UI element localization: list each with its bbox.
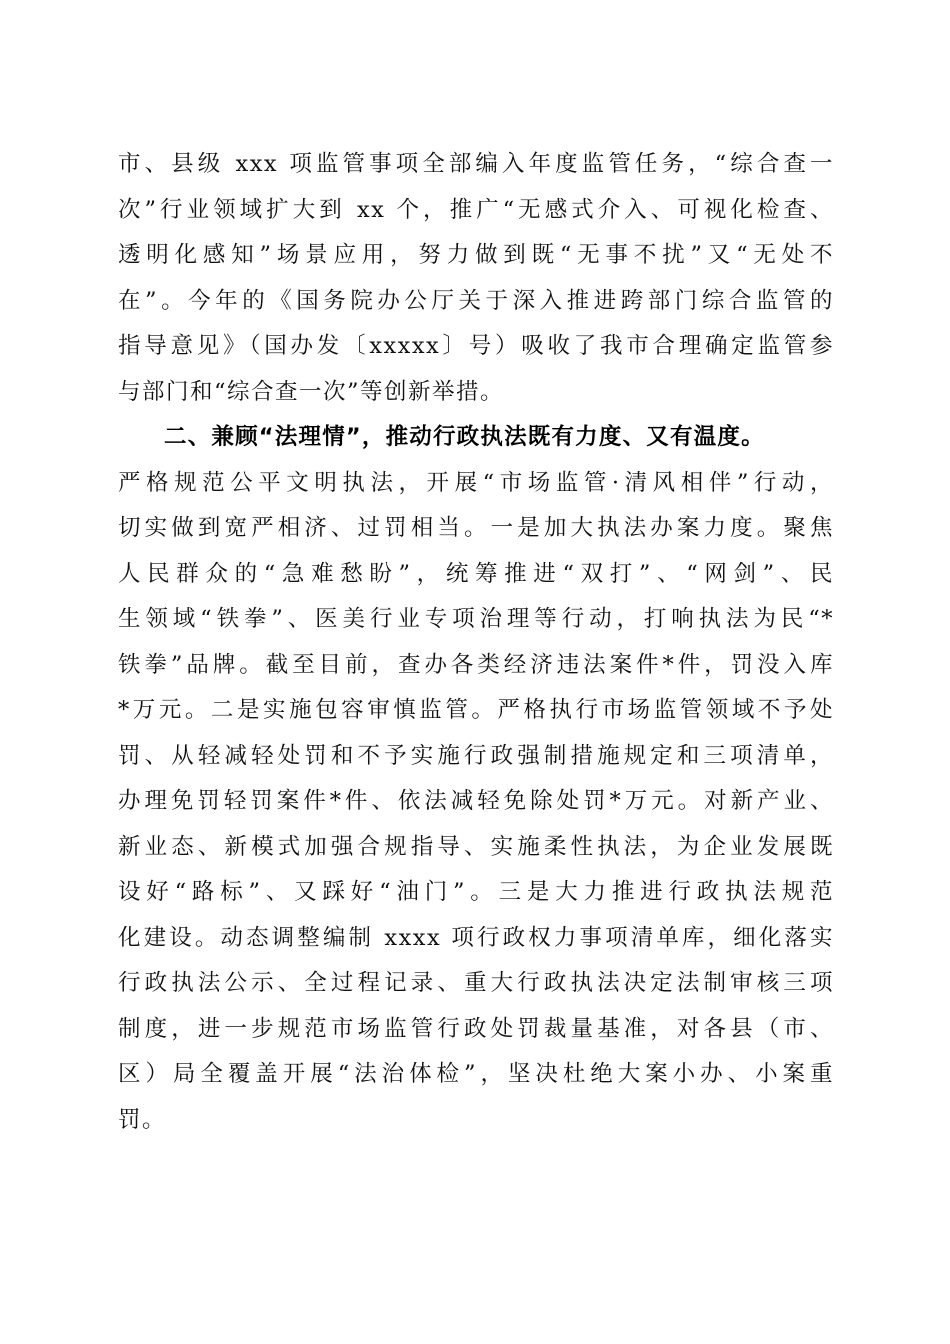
text-line: 透明化感知”场景应用，努力做到既“无事不扰”又“无处不 <box>118 242 834 268</box>
text-line: 切实做到宽严相济、过罚相当。一是加大执法办案力度。聚焦 <box>118 515 834 541</box>
text-line: 化建设。动态调整编制 xxxx 项行政权力事项清单库，细化落实 <box>118 924 834 951</box>
text-line: 办理免罚轻罚案件*件、依法减轻免除处罚*万元。对新产业、 <box>118 788 834 814</box>
text-line: 制度，进一步规范市场监管行政处罚裁量基准，对各县（市、 <box>118 1015 834 1042</box>
text-line: 设好“路标”、又踩好“油门”。三是大力推进行政执法规范 <box>118 879 834 905</box>
section-heading-line <box>118 415 834 461</box>
text-line: 罚。 <box>118 1106 167 1133</box>
text-line: 区）局全覆盖开展“法治体检”，坚决杜绝大案小办、小案重 <box>118 1061 834 1087</box>
paragraph-continuation <box>118 142 834 415</box>
text-line: 人民群众的“急难愁盼”，统筹推进“双打”、“网剑”、民 <box>118 560 834 587</box>
text-line: 严格规范公平文明执法，开展“市场监管·清风相伴”行动， <box>118 469 834 496</box>
section-heading: 二、兼顾“法理情”，推动行政执法既有力度、又有温度。 <box>164 424 765 450</box>
text-line: 生领域“铁拳”、医美行业专项治理等行动，打响执法为民“* <box>118 606 834 632</box>
section-two <box>118 415 834 1143</box>
text-line: 铁拳”品牌。截至目前，查办各类经济违法案件*件，罚没入库 <box>118 651 834 678</box>
text-line: 新业态、新模式加强合规指导、实施柔性执法，为企业发展既 <box>118 833 834 860</box>
text-line: 市、县级 xxx 项监管事项全部编入年度监管任务，“综合查一 <box>118 151 834 177</box>
text-line: 与部门和“综合查一次”等创新举措。 <box>118 378 505 405</box>
text-line: *万元。二是实施包容审慎监管。严格执行市场监管领域不予处 <box>118 697 834 723</box>
text-line: 行政执法公示、全过程记录、重大行政执法决定法制审核三项 <box>118 970 834 996</box>
text-line: 指导意见》（国办发〔xxxxx〕号）吸收了我市合理确定监管参 <box>118 333 834 359</box>
text-line: 在”。今年的《国务院办公厅关于深入推进跨部门综合监管的 <box>118 287 834 314</box>
text-line: 次”行业领域扩大到 xx 个，推广“无感式介入、可视化检查、 <box>118 196 834 223</box>
text-line: 罚、从轻减轻处罚和不予实施行政强制措施规定和三项清单， <box>118 742 834 769</box>
